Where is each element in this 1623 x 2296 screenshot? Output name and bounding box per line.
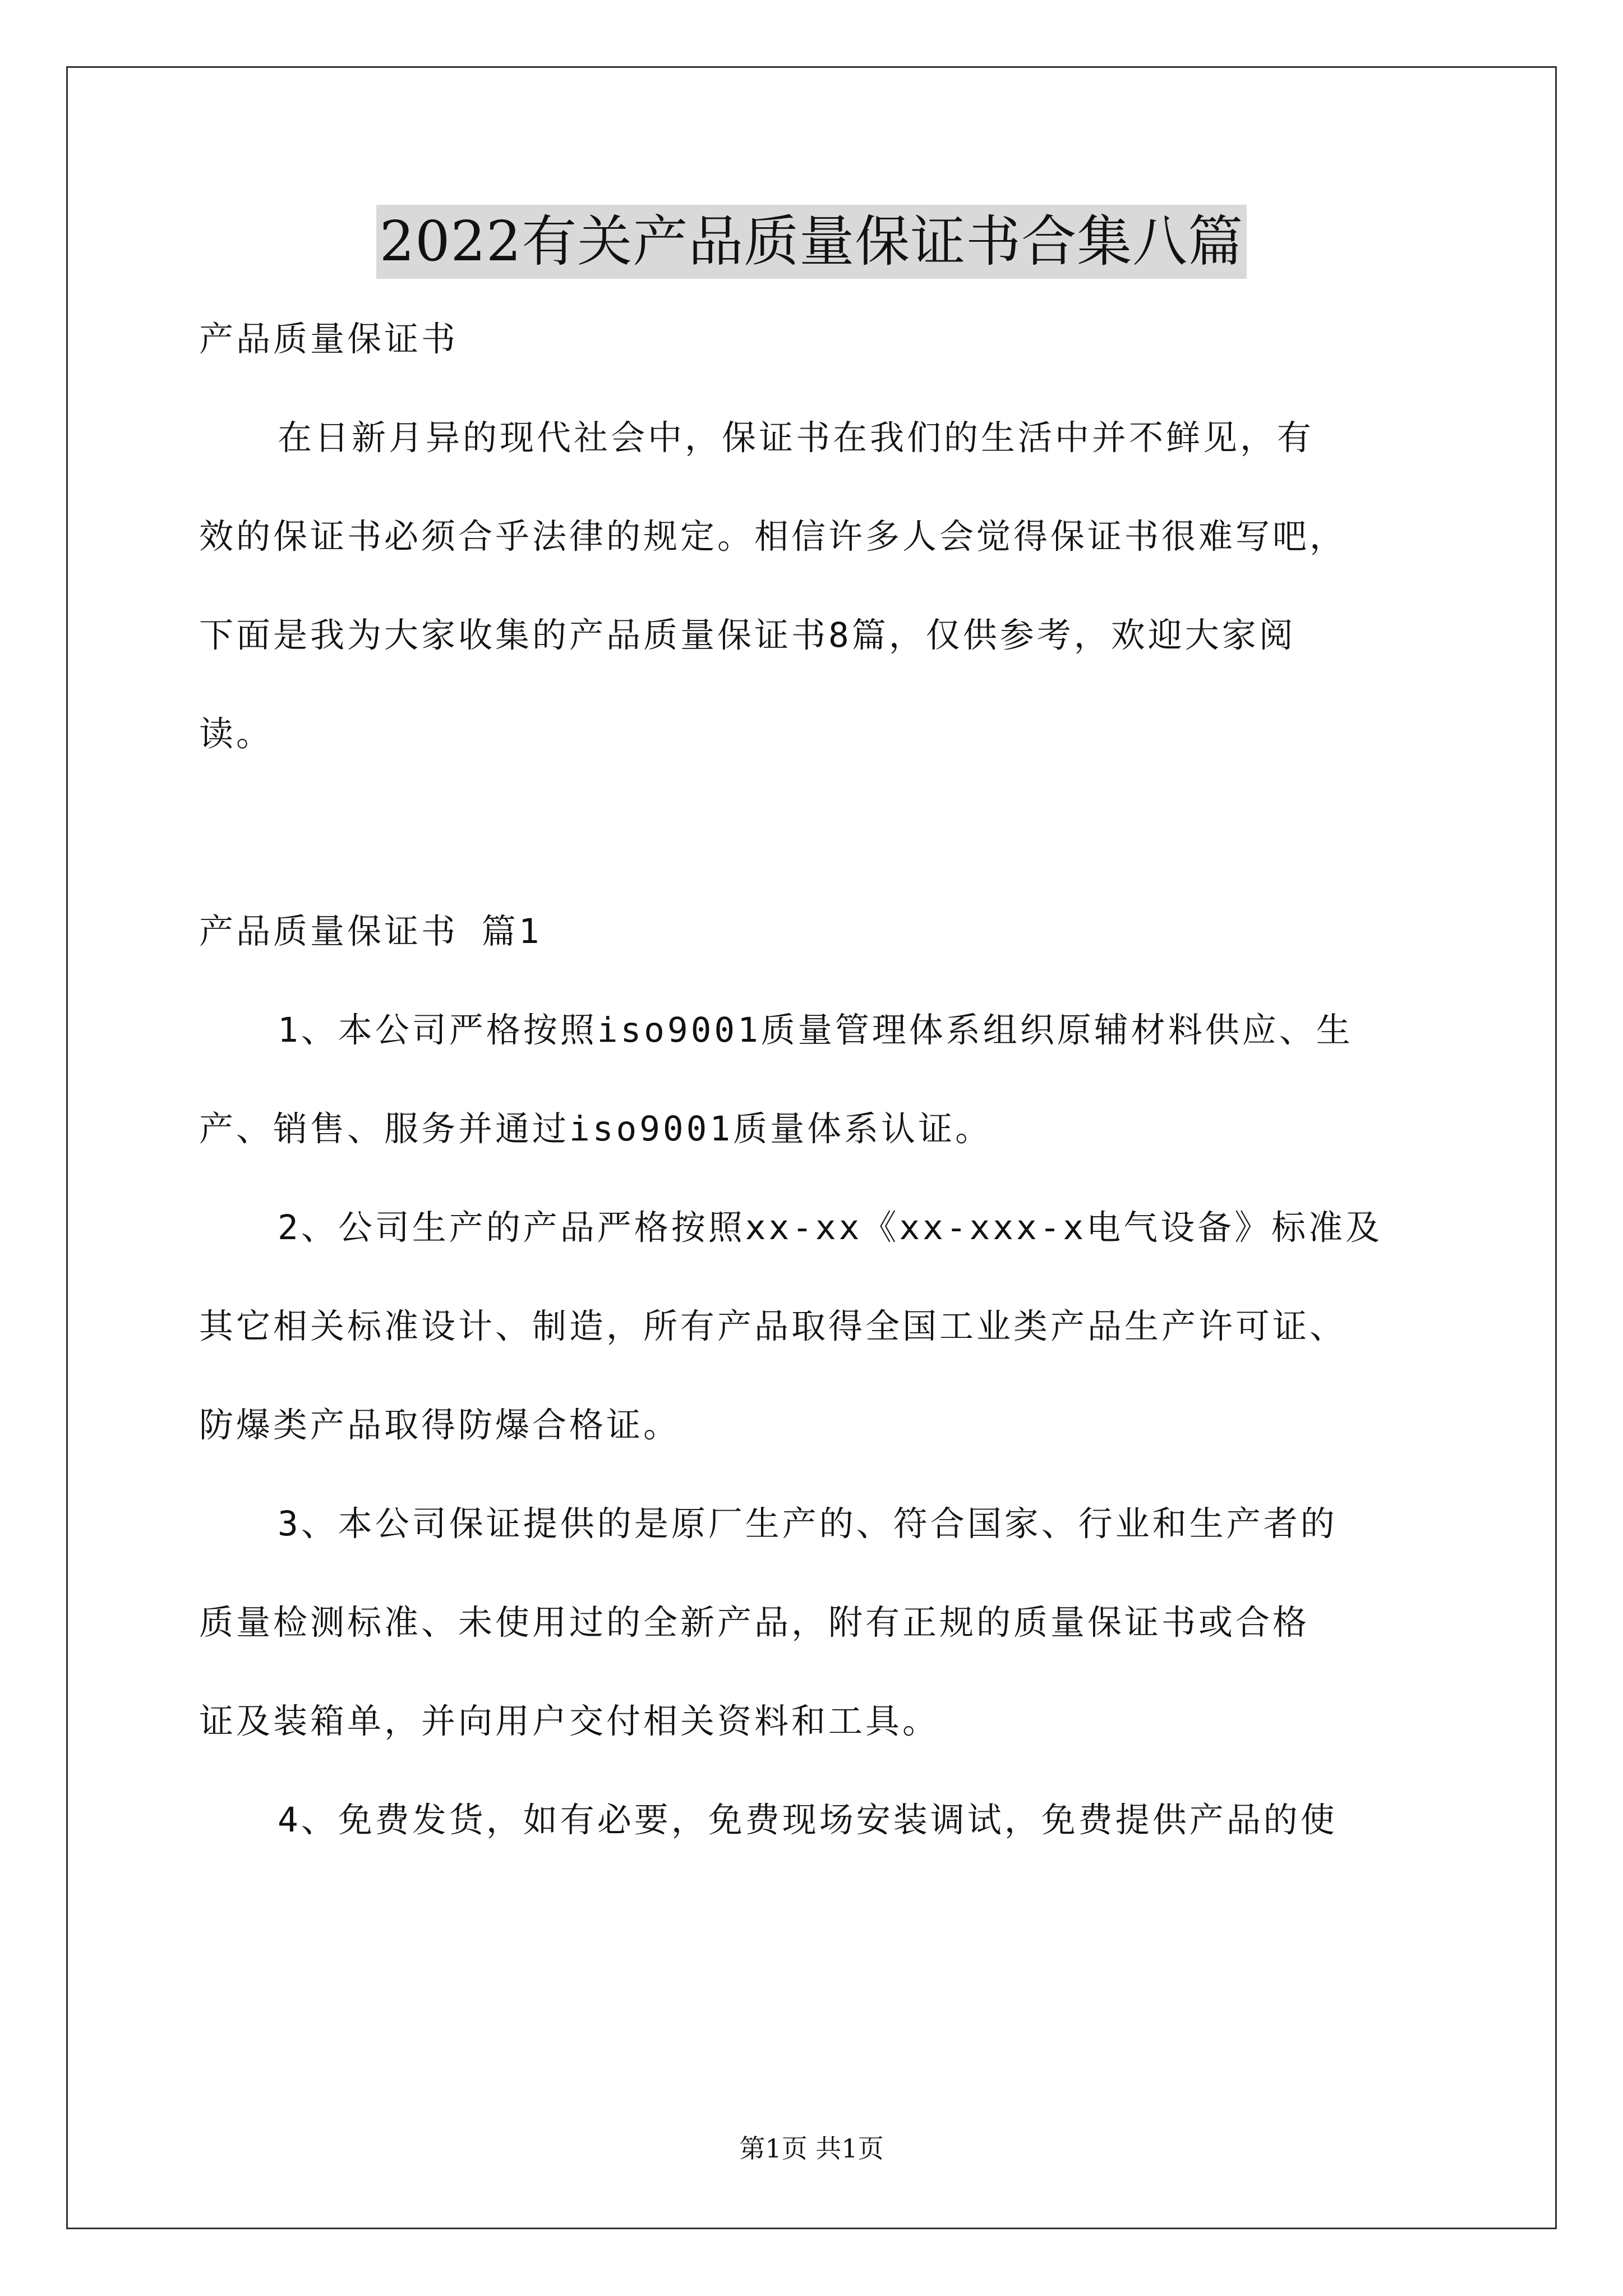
paragraph-line: 读。 bbox=[199, 714, 274, 754]
paragraph-line: 质量检测标准、未使用过的全新产品，附有正规的质量保证书或合格 bbox=[199, 1603, 1310, 1642]
paragraph-line: 在日新月异的现代社会中，保证书在我们的生活中并不鲜见，有 bbox=[278, 418, 1315, 458]
paragraph-line: 证及装箱单，并向用户交付相关资料和工具。 bbox=[199, 1701, 940, 1741]
paragraph-line: 4、免费发货，如有必要，免费现场安装调试，免费提供产品的使 bbox=[278, 1800, 1338, 1840]
section-heading: 产品质量保证书 bbox=[199, 319, 459, 359]
paragraph-line: 其它相关标准设计、制造，所有产品取得全国工业类产品生产许可证、 bbox=[199, 1306, 1347, 1346]
section-heading: 产品质量保证书 篇1 bbox=[199, 912, 542, 951]
document-title: 2022有关产品质量保证书合集八篇 bbox=[376, 205, 1247, 279]
paragraph-line: 防爆类产品取得防爆合格证。 bbox=[199, 1405, 681, 1445]
paragraph-line: 下面是我为大家收集的产品质量保证书8篇，仅供参考，欢迎大家阅 bbox=[199, 615, 1296, 655]
title-container bbox=[0, 205, 1623, 279]
paragraph-line: 3、本公司保证提供的是原厂生产的、符合国家、行业和生产者的 bbox=[278, 1504, 1338, 1544]
paragraph-line: 产、销售、服务并通过iso9001质量体系认证。 bbox=[199, 1109, 993, 1149]
paragraph-line: 2、公司生产的产品严格按照xx-xx《xx-xxx-x电气设备》标准及 bbox=[278, 1208, 1383, 1248]
paragraph-line: 效的保证书必须合乎法律的规定。相信许多人会觉得保证书很难写吧， bbox=[199, 517, 1347, 556]
paragraph-line: 1、本公司严格按照iso9001质量管理体系组织原辅材料供应、生 bbox=[278, 1010, 1353, 1050]
page-footer: 第1页 共1页 bbox=[739, 2133, 884, 2164]
